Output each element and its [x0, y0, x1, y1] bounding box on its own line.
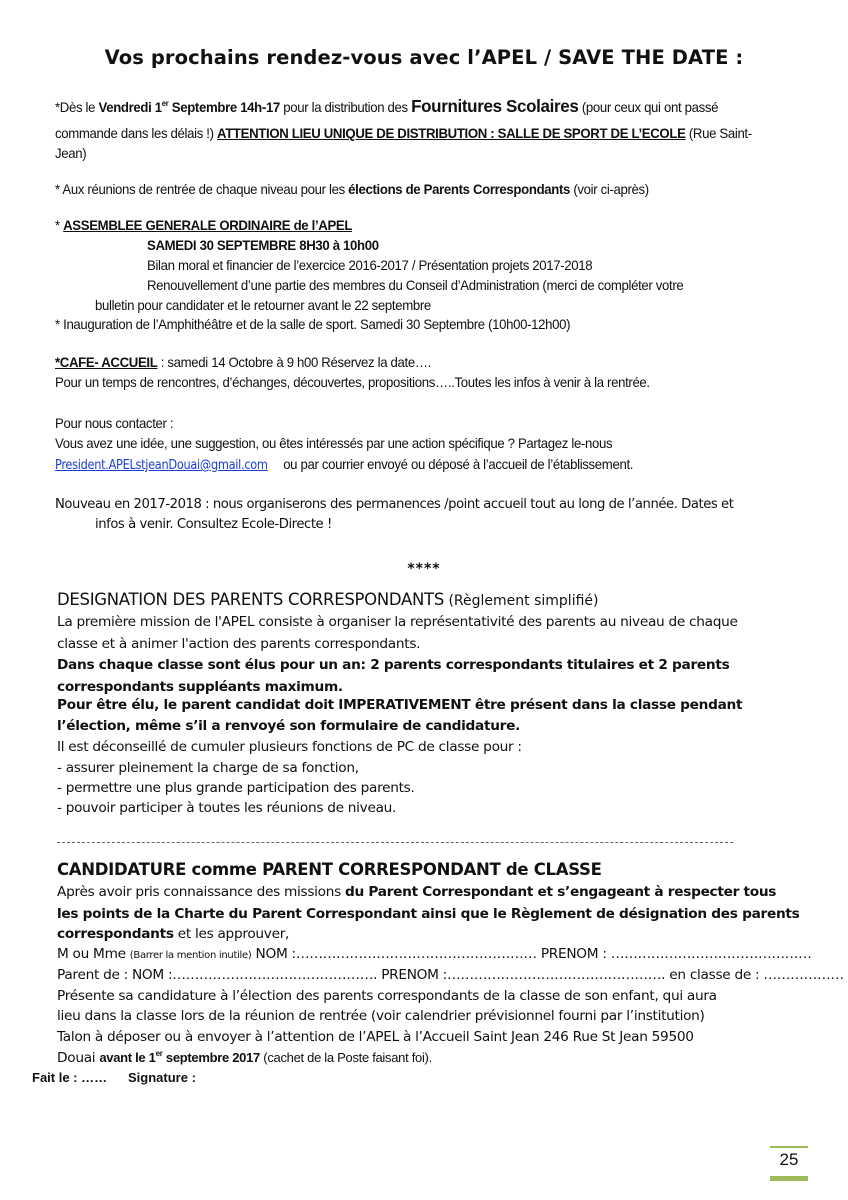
event-assemblee-title	[55, 218, 352, 233]
event-cafe	[55, 355, 431, 370]
event-assemblee-line1: Bilan moral et financier de l’exercice 2016-2017 / Présentation projets 2017-2018	[147, 258, 593, 273]
form-note: (Barrer la mention inutile)	[129, 950, 252, 961]
candidature-form-line1	[57, 946, 812, 962]
text: ou par courrier envoyé ou déposé à l’accueil de l’établissement.	[283, 457, 634, 472]
event-fournitures-line3: Jean)	[55, 146, 87, 161]
text: pour la distribution des	[279, 100, 412, 115]
superscript: er	[155, 1049, 163, 1058]
candidature-heading: CANDIDATURE comme PARENT CORRESPONDANT de CLASSE	[57, 860, 602, 879]
event-cafe-line2: Pour un temps de rencontres, d’échanges, découvertes, propositions…..Toutes les infos à venir à la rentrée.	[55, 375, 650, 390]
text: commande dans les délais !)	[55, 126, 218, 141]
superscript: er	[161, 99, 169, 108]
text: (voir ci-après)	[570, 182, 649, 197]
designation-p1-line2: classe et à animer l'action des parents correspondants.	[57, 636, 421, 652]
candidature-p-line2: lieu dans la classe lors de la réunion de rentrée (voir calendrier prévisionnel fourni par l’institution)	[57, 1008, 705, 1024]
candidature-p-line1: Présente sa candidature à l’élection des parents correspondants de la classe de son enfant, qui aura	[57, 988, 717, 1004]
text-bold: Vendredi 1	[98, 100, 162, 115]
candidature-intro-line3	[57, 926, 289, 942]
heading-subtitle: (Règlement simplifié)	[444, 593, 599, 609]
page-title: Vos prochains rendez-vous avec l’APEL / SAVE THE DATE :	[104, 46, 744, 69]
page-number-top-rule	[770, 1146, 808, 1148]
contact-label: Pour nous contacter :	[55, 416, 174, 431]
designation-p2-line1: Dans chaque classe sont élus pour un an: 2 parents correspondants titulaires et 2 parents	[57, 657, 730, 673]
candidature-intro-line1	[57, 884, 776, 900]
text-bold: avant le 1	[99, 1050, 156, 1065]
nouveau-line2: infos à venir. Consultez Ecole-Directe !	[95, 517, 332, 532]
event-fournitures-line1	[55, 96, 718, 117]
text: M ou Mme	[57, 946, 130, 962]
text-bold: élections de Parents Correspondants	[348, 182, 571, 197]
attention-notice: ATTENTION LIEU UNIQUE DE DISTRIBUTION : SALLE DE SPORT DE L’ECOLE	[217, 126, 686, 141]
designation-p2-line2: correspondants suppléants maximum.	[57, 679, 343, 695]
text-bold: septembre 2017	[162, 1050, 260, 1065]
candidature-intro-line2: les points de la Charte du Parent Correspondant ainsi que le Règlement de désignation des parents	[57, 906, 800, 922]
fait-le-field[interactable]: Fait le : ……	[32, 1070, 108, 1085]
candidature-p-line4	[57, 1050, 432, 1066]
text: et les approuver,	[173, 926, 290, 942]
text-bold: Septembre 14h-17	[168, 100, 280, 115]
contact-line1: Vous avez une idée, une suggestion, ou êtes intéressés par une action spécifique ? Partagez le-nous	[55, 436, 613, 451]
text: (cachet de la Poste faisant foi).	[259, 1050, 432, 1065]
designation-bullet: - permettre une plus grande participation des parents.	[57, 780, 415, 796]
section-divider-stars: ****	[407, 561, 441, 577]
designation-p1-line1: La première mission de l'APEL consiste à organiser la représentativité des parents au niveau de chaque	[57, 614, 738, 630]
page-number-bottom-bar	[770, 1176, 808, 1181]
text: Douai	[57, 1050, 100, 1066]
dashed-separator	[57, 842, 733, 843]
designation-p3-line2: l’élection, même s’il a renvoyé son formulaire de candidature.	[57, 718, 521, 734]
designation-bullet: - pouvoir participer à toutes les réunions de niveau.	[57, 800, 397, 816]
text: : samedi 14 Octobre à 9 h00 Réservez la date….	[157, 355, 431, 370]
event-fournitures-line2	[55, 126, 752, 141]
name-fields[interactable]: NOM :……………………………………………… PRENOM : ………………………………………	[251, 946, 812, 962]
text: * Aux réunions de rentrée de chaque niveau pour les	[55, 182, 349, 197]
event-assemblee-line3: bulletin pour candidater et le retourner avant le 22 septembre	[95, 298, 431, 313]
event-assemblee-date: SAMEDI 30 SEPTEMBRE 8H30 à 10h00	[147, 238, 379, 253]
nouveau-line1: Nouveau en 2017-2018 : nous organiserons des permanences /point accueil tout au long de l’année. Dates et	[55, 497, 734, 512]
event-inauguration: * Inauguration de l’Amphithéâtre et de la salle de sport. Samedi 30 Septembre (10h00-12h00)	[55, 317, 571, 332]
text: *Dès le	[55, 100, 99, 115]
designation-heading	[57, 590, 598, 609]
assemblee-heading: ASSEMBLEE GENERALE ORDINAIRE de l’APEL	[63, 218, 353, 233]
event-reunions	[55, 182, 649, 197]
fournitures-highlight: Fournitures Scolaires	[411, 96, 579, 116]
contact-line2	[55, 457, 633, 473]
text: (pour ceux qui ont passé	[578, 100, 719, 115]
text: (Rue Saint-	[685, 126, 752, 141]
designation-p4: Il est déconseillé de cumuler plusieurs fonctions de PC de classe pour :	[57, 739, 522, 755]
designation-p3-line1: Pour être élu, le parent candidat doit IMPERATIVEMENT être présent dans la classe pendant	[57, 697, 743, 713]
cafe-heading: *CAFE- ACCUEIL	[55, 355, 158, 370]
page-number: 25	[779, 1150, 799, 1169]
candidature-p-line3: Talon à déposer ou à envoyer à l’attention de l’APEL à l’Accueil Saint Jean 246 Rue St Jean 59500	[57, 1029, 694, 1045]
signature-field[interactable]: Signature :	[128, 1070, 196, 1085]
designation-bullet: - assurer pleinement la charge de sa fonction,	[57, 760, 359, 776]
email-link[interactable]: President.APELstjeanDouai@gmail.com	[55, 458, 268, 473]
text: Après avoir pris connaissance des missions	[57, 884, 346, 900]
text: *	[55, 218, 64, 233]
heading-text: DESIGNATION DES PARENTS CORRESPONDANTS	[57, 590, 445, 609]
event-assemblee-line2: Renouvellement d’une partie des membres du Conseil d’Administration (merci de compléter votre	[147, 278, 684, 293]
text-bold: du Parent Correspondant et s’engageant à respecter tous	[345, 884, 777, 900]
candidature-form-line2[interactable]: Parent de : NOM :………………………………………. PRENOM :…………………………………………. en classe de : ………………	[57, 967, 844, 983]
text-bold: correspondants	[57, 926, 174, 942]
